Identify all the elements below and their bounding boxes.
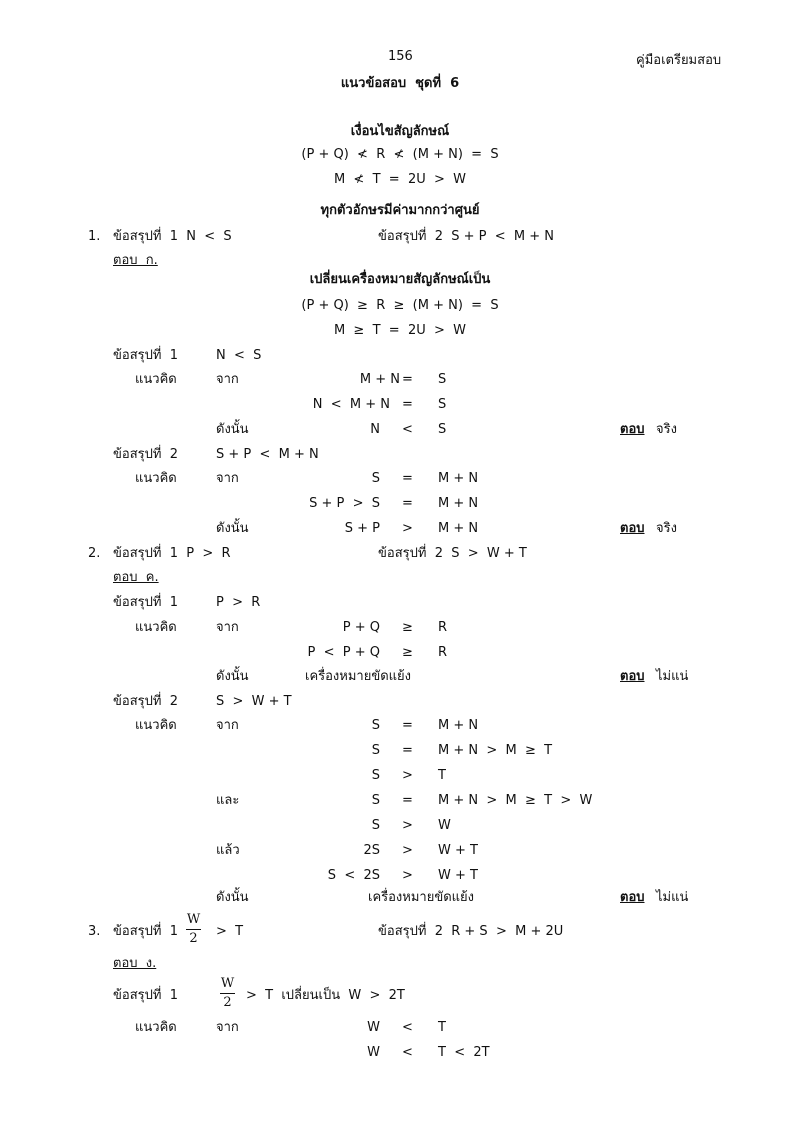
derivation-right: M + N (438, 471, 479, 486)
derivation-left: S (371, 743, 380, 758)
conditions-note: ทุกตัวอักษรมีค่ามากกว่าศูนย์ (320, 203, 480, 218)
verdict-label: ตอบ (620, 669, 645, 684)
question-number: 3. (88, 924, 101, 939)
derivation-left: P < P + Q (307, 645, 380, 660)
converted-line-2: M ≥ T = 2U > W (333, 323, 467, 338)
fraction-denominator: 2 (189, 931, 198, 946)
condition-line-1: (P + Q) ≮ R ≮ (M + N) = S (301, 147, 499, 162)
sub-conclusion-statement: S + P < M + N (216, 447, 319, 462)
derivation-right: T (438, 768, 446, 783)
derivation-op: ≥ (402, 620, 413, 635)
derivation-op: > (402, 868, 413, 883)
derivation-op: = (402, 743, 413, 758)
conclusion-2: ข้อสรุปที่ 2 S > W + T (378, 546, 527, 561)
derivation-op: > (402, 818, 413, 833)
derivation-op: = (402, 471, 413, 486)
then-label: แล้ว (216, 843, 240, 858)
derivation-left: P + Q (342, 620, 380, 635)
derivation-op: > (402, 843, 413, 858)
derivation-left: S (371, 793, 380, 808)
derivation-right: M + N (438, 521, 479, 536)
fraction-w-over-2 (220, 976, 235, 1011)
condition-line-2: M ≮ T = 2U > W (333, 172, 467, 187)
derivation-right: T < 2T (438, 1045, 490, 1060)
sub-conclusion-label: ข้อสรุปที่ 1 (113, 348, 178, 363)
fraction-numerator: W (186, 912, 201, 927)
sub-conclusion-statement: > T เปลี่ยนเป็น W > 2T (246, 988, 405, 1003)
sub-conclusion-statement: N < S (216, 348, 262, 363)
conclusion-1-prefix: ข้อสรุปที่ 1 (113, 924, 178, 939)
derivation-right: S (438, 422, 447, 437)
verdict-value: จริง (656, 521, 677, 536)
answer-label: ตอบ ง. (113, 956, 157, 971)
sub-conclusion-statement: S > W + T (216, 694, 292, 709)
sub-conclusion-statement: P > R (216, 595, 261, 610)
fraction-bar (186, 929, 201, 930)
question-number: 2. (88, 546, 101, 561)
derivation-op: < (402, 1045, 413, 1060)
page-title: แนวข้อสอบ ชุดที่ 6 (340, 76, 460, 91)
derivation-right: S (438, 397, 447, 412)
conclusion-1: ข้อสรุปที่ 1 P > R (113, 546, 231, 561)
derivation-right: W + T (438, 843, 478, 858)
idea-label: แนวคิด (135, 718, 177, 733)
therefore-label: ดังนั้น (216, 890, 249, 905)
verdict-label: ตอบ (620, 890, 645, 905)
derivation-left: M + N (359, 372, 400, 387)
book-title: คู่มือเตรียมสอบ (636, 53, 722, 68)
derivation-left: S (371, 718, 380, 733)
derivation-left: W (367, 1020, 380, 1035)
derivation-left: S (371, 818, 380, 833)
sub-conclusion-label: ข้อสรุปที่ 2 (113, 447, 178, 462)
derivation-op: = (402, 496, 413, 511)
derivation-op: ≥ (402, 645, 413, 660)
conclusion-2: ข้อสรุปที่ 2 S + P < M + N (378, 229, 555, 244)
fraction-w-over-2 (186, 912, 201, 947)
conflict-note: เครื่องหมายขัดแย้ง (368, 890, 475, 905)
derivation-left: N < M + N (312, 397, 390, 412)
derivation-op: > (402, 521, 413, 536)
derivation-right: T (438, 1020, 446, 1035)
from-label: จาก (216, 471, 239, 486)
from-label: จาก (216, 718, 239, 733)
idea-label: แนวคิด (135, 1020, 177, 1035)
derivation-right: W (438, 818, 451, 833)
derivation-left: S + P (344, 521, 380, 536)
sub-conclusion-label: ข้อสรุปที่ 1 (113, 595, 178, 610)
answer-label: ตอบ ก. (113, 253, 158, 268)
from-label: จาก (216, 620, 239, 635)
verdict-label: ตอบ (620, 422, 645, 437)
sub-conclusion-label: ข้อสรุปที่ 2 (113, 694, 178, 709)
from-label: จาก (216, 372, 239, 387)
convert-heading: เปลี่ยนเครื่องหมายสัญลักษณ์เป็น (309, 272, 491, 287)
fraction-bar (220, 993, 235, 994)
derivation-op: > (402, 768, 413, 783)
therefore-label: ดังนั้น (216, 669, 249, 684)
converted-line-1: (P + Q) ≥ R ≥ (M + N) = S (301, 298, 499, 313)
derivation-left: W (367, 1045, 380, 1060)
answer-label: ตอบ ค. (113, 570, 159, 585)
derivation-right: M + N > M ≥ T > W (438, 793, 593, 808)
derivation-op: = (402, 372, 413, 387)
derivation-left: S < 2S (327, 868, 380, 883)
derivation-left: S (371, 471, 380, 486)
derivation-right: R (438, 620, 448, 635)
conflict-note: เครื่องหมายขัดแย้ง (305, 669, 412, 684)
verdict-value: ไม่แน่ (656, 669, 689, 684)
derivation-right: S (438, 372, 447, 387)
derivation-op: < (402, 1020, 413, 1035)
page-number: 156 (388, 49, 413, 64)
derivation-right: M + N (438, 718, 479, 733)
and-label: และ (216, 793, 240, 808)
derivation-op: < (402, 422, 413, 437)
derivation-right: W + T (438, 868, 478, 883)
idea-label: แนวคิด (135, 372, 177, 387)
verdict-label: ตอบ (620, 521, 645, 536)
derivation-right: M + N (438, 496, 479, 511)
derivation-left: 2S (363, 843, 380, 858)
derivation-right: R (438, 645, 448, 660)
derivation-right: M + N > M ≥ T (438, 743, 553, 758)
fraction-denominator: 2 (223, 995, 232, 1010)
conclusion-1-suffix: > T (216, 924, 244, 939)
derivation-op: = (402, 397, 413, 412)
sub-conclusion-label: ข้อสรุปที่ 1 (113, 988, 178, 1003)
therefore-label: ดังนั้น (216, 521, 249, 536)
conclusion-1: ข้อสรุปที่ 1 N < S (113, 229, 232, 244)
from-label: จาก (216, 1020, 239, 1035)
derivation-op: = (402, 718, 413, 733)
question-number: 1. (88, 229, 101, 244)
idea-label: แนวคิด (135, 620, 177, 635)
therefore-label: ดังนั้น (216, 422, 249, 437)
conditions-heading: เงื่อนไขสัญลักษณ์ (350, 124, 450, 139)
verdict-value: จริง (656, 422, 677, 437)
fraction-numerator: W (220, 976, 235, 991)
derivation-left: S (371, 768, 380, 783)
verdict-value: ไม่แน่ (656, 890, 689, 905)
derivation-op: = (402, 793, 413, 808)
idea-label: แนวคิด (135, 471, 177, 486)
derivation-left: N (370, 422, 380, 437)
conclusion-2: ข้อสรุปที่ 2 R + S > M + 2U (378, 924, 564, 939)
derivation-left: S + P > S (309, 496, 380, 511)
